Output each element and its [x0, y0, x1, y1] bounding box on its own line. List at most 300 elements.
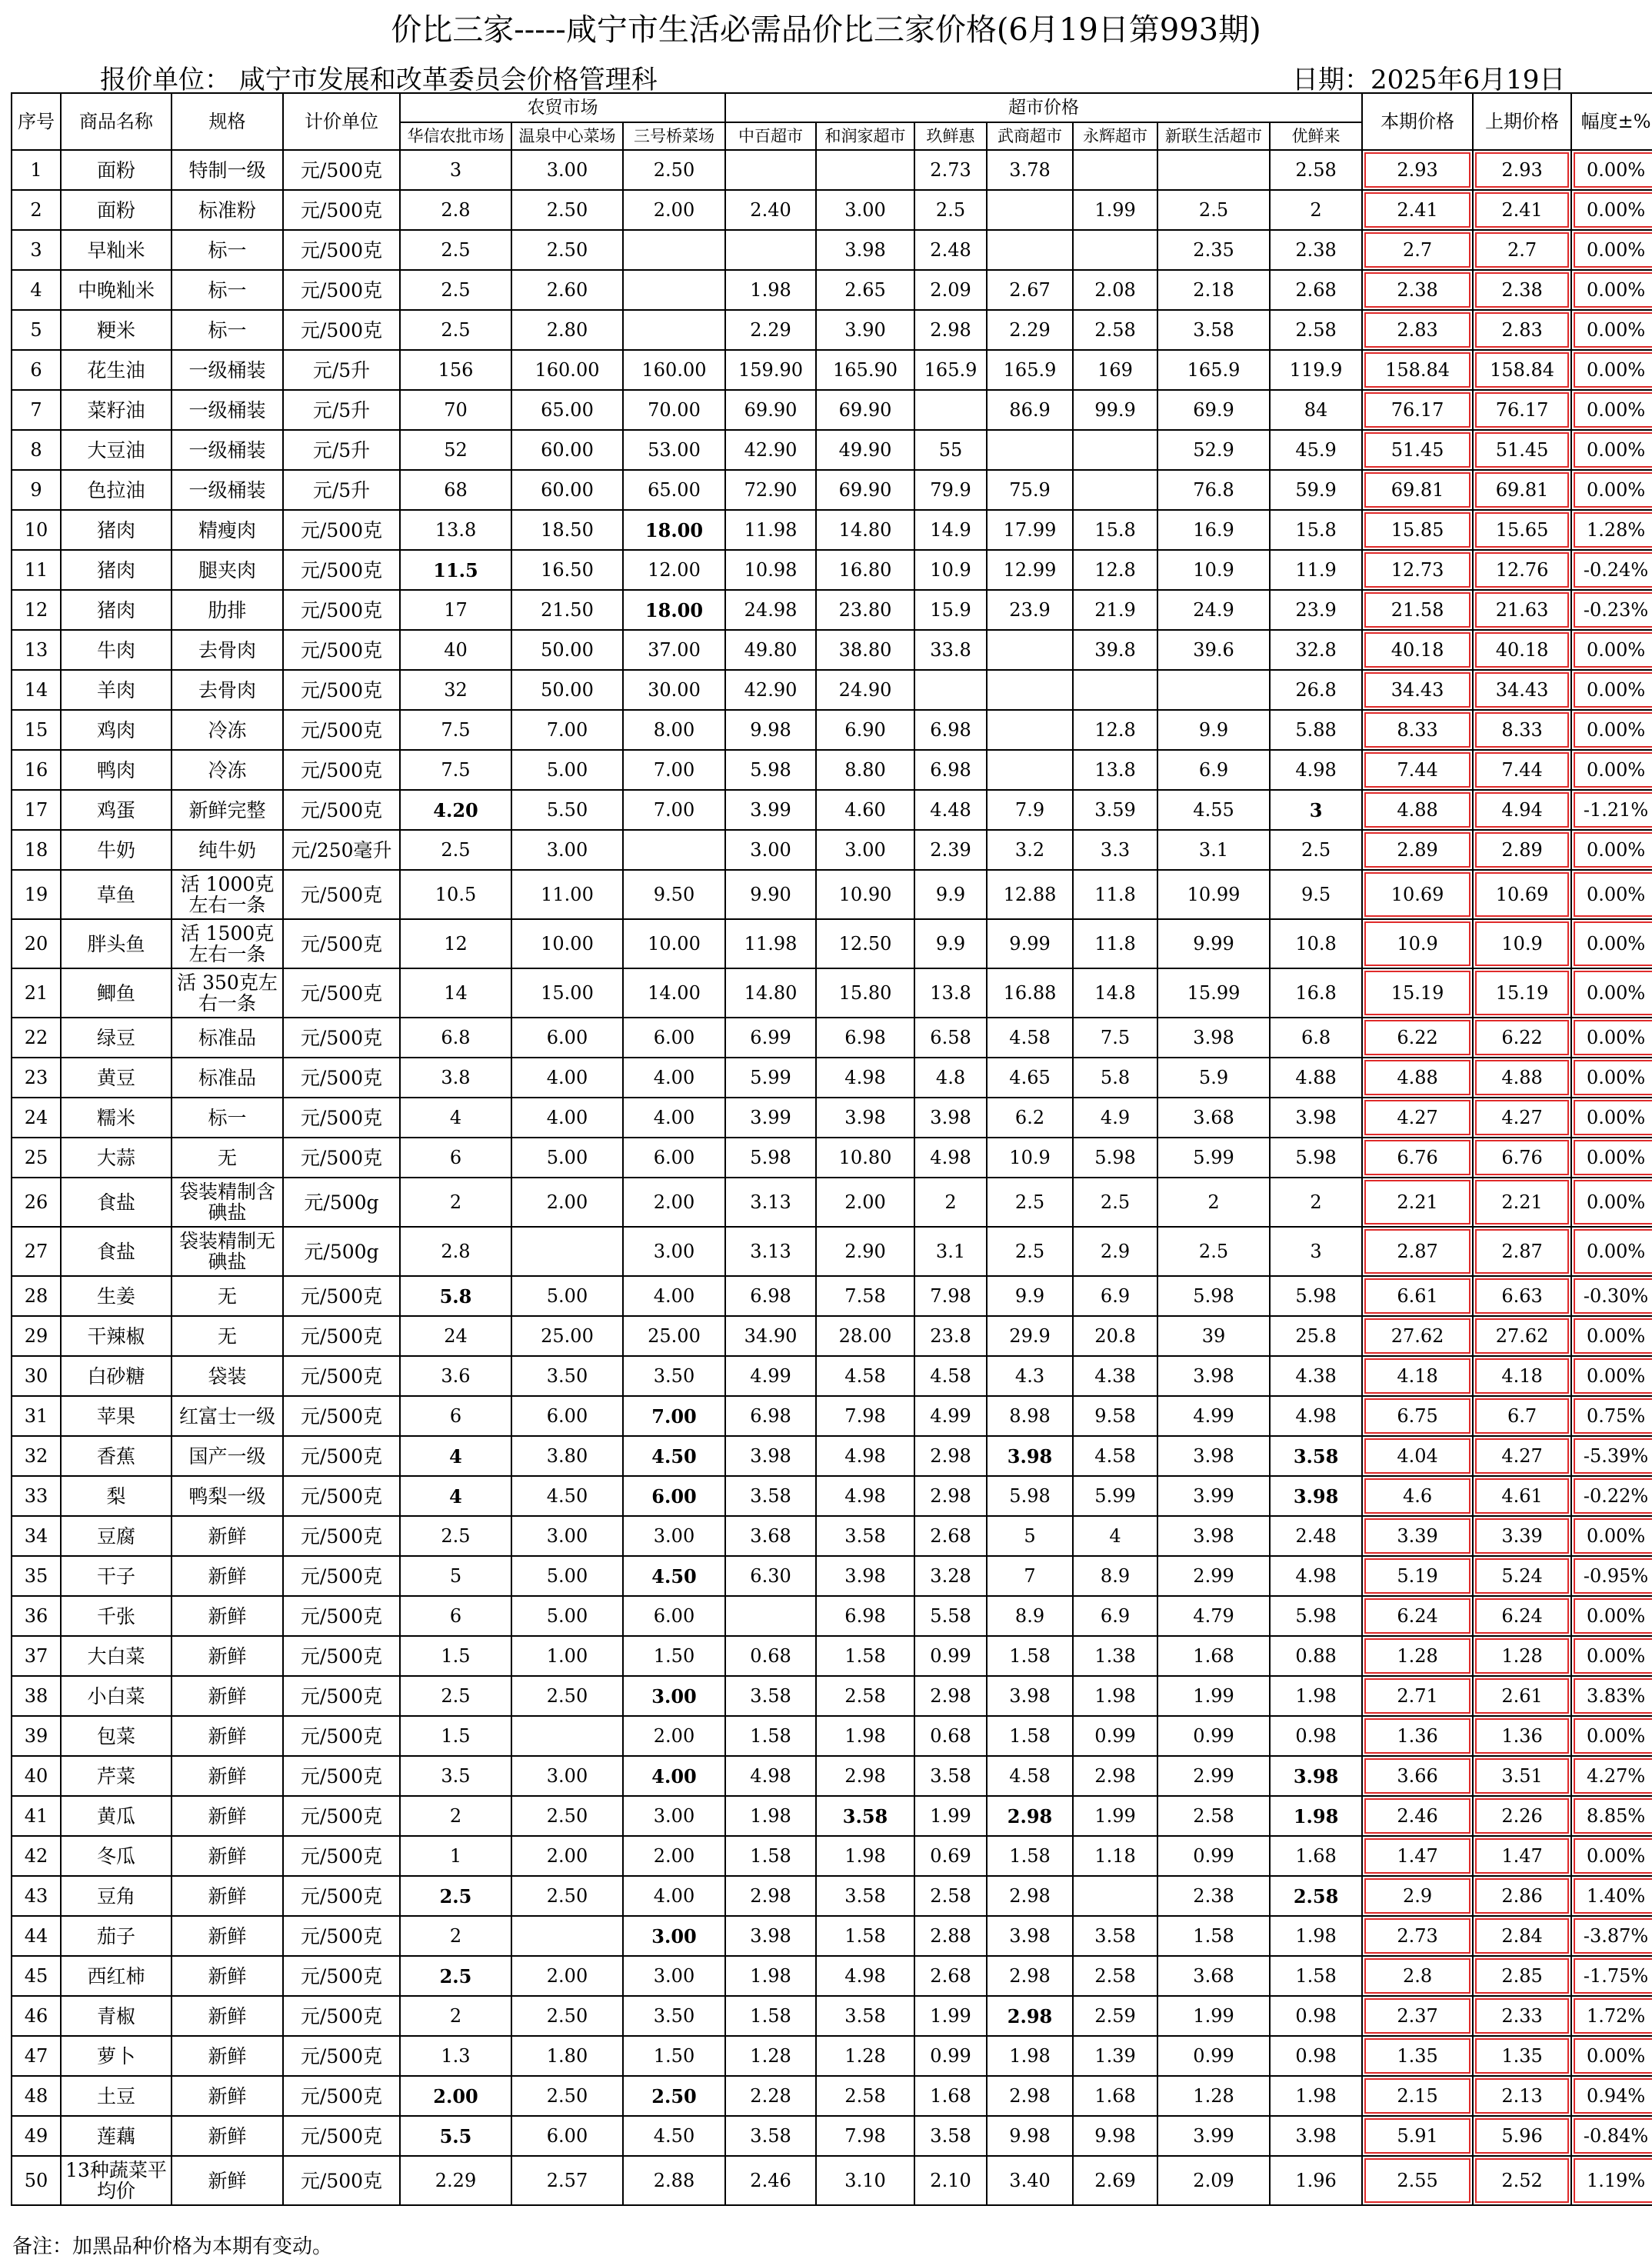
supermarket-price: 1.28 [725, 2036, 816, 2076]
supermarket-price: 7.5 [1073, 1018, 1157, 1058]
current-price: 4.18 [1362, 1356, 1473, 1396]
supermarket-price: 5.98 [1073, 1138, 1157, 1178]
market-price: 6 [400, 1396, 511, 1436]
product-name: 面粉 [61, 150, 172, 190]
previous-price: 2.89 [1473, 830, 1571, 870]
product-name: 包菜 [61, 1716, 172, 1756]
previous-price: 2.38 [1473, 270, 1571, 310]
product-name: 莲藕 [61, 2116, 172, 2156]
supermarket-price: 6.58 [914, 1018, 987, 1058]
market-price: 3.00 [511, 830, 623, 870]
row-number: 12 [12, 590, 61, 630]
supermarket-price: 4.58 [987, 1018, 1073, 1058]
price-unit: 元/500克 [283, 1596, 400, 1636]
table-row [12, 1876, 1652, 1916]
supermarket-price: 2.29 [987, 310, 1073, 350]
market-price: 5.00 [511, 1596, 623, 1636]
supermarket-price: 0.98 [1270, 1716, 1362, 1756]
market-price: 10.00 [623, 919, 725, 968]
supermarket-price: 13.8 [914, 968, 987, 1018]
supermarket-price: 2.58 [914, 1876, 987, 1916]
table-row [12, 870, 1652, 919]
product-name: 草鱼 [61, 870, 172, 919]
product-spec: 新鲜 [172, 1876, 283, 1916]
supermarket-price: 3.58 [1157, 310, 1270, 350]
product-spec: 新鲜 [172, 1716, 283, 1756]
row-number: 37 [12, 1636, 61, 1676]
supermarket-price [987, 710, 1073, 750]
supermarket-price: 2.5 [987, 1227, 1073, 1276]
market-price: 7.00 [511, 710, 623, 750]
supermarket-price: 5.98 [1270, 1276, 1362, 1316]
supermarket-price: 24.90 [816, 670, 914, 710]
price-change: 0.00% [1571, 350, 1652, 390]
supermarket-price: 5.99 [1073, 1476, 1157, 1516]
price-change: 0.00% [1571, 750, 1652, 790]
header-group-supermarket: 超市价格 [725, 93, 1362, 122]
supermarket-price: 4.55 [1157, 790, 1270, 830]
price-unit: 元/500克 [283, 310, 400, 350]
supermarket-price [987, 430, 1073, 470]
supermarket-price [1157, 670, 1270, 710]
supermarket-price: 1.99 [1073, 1796, 1157, 1836]
supermarket-price: 3.40 [987, 2156, 1073, 2205]
price-unit: 元/500克 [283, 1996, 400, 2036]
current-price: 2.71 [1362, 1676, 1473, 1716]
product-name: 鸡肉 [61, 710, 172, 750]
price-change: 0.00% [1571, 150, 1652, 190]
table-row [12, 1227, 1652, 1276]
previous-price: 4.88 [1473, 1058, 1571, 1098]
market-price: 2.5 [400, 270, 511, 310]
header-supermarket: 和润家超市 [816, 122, 914, 150]
supermarket-price: 3.98 [987, 1436, 1073, 1476]
price-change: 0.00% [1571, 1716, 1652, 1756]
table-row [12, 2116, 1652, 2156]
table-row [12, 1756, 1652, 1796]
product-name: 牛肉 [61, 630, 172, 670]
product-name: 13种蔬菜平均价 [61, 2156, 172, 2205]
product-name: 黄豆 [61, 1058, 172, 1098]
current-price: 15.19 [1362, 968, 1473, 1018]
market-price: 3.00 [511, 1756, 623, 1796]
supermarket-price: 3.99 [1157, 1476, 1270, 1516]
previous-price: 2.87 [1473, 1227, 1571, 1276]
row-number: 3 [12, 230, 61, 270]
supermarket-price: 2.58 [1157, 1796, 1270, 1836]
price-change: 0.00% [1571, 968, 1652, 1018]
price-change: -0.84% [1571, 2116, 1652, 2156]
table-row [12, 1276, 1652, 1316]
row-number: 48 [12, 2076, 61, 2116]
market-price: 6.00 [623, 1138, 725, 1178]
header-name: 商品名称 [61, 93, 172, 150]
table-row [12, 968, 1652, 1018]
supermarket-price: 9.9 [1157, 710, 1270, 750]
supermarket-price: 3.98 [816, 1098, 914, 1138]
previous-price: 2.41 [1473, 190, 1571, 230]
supermarket-price: 72.90 [725, 470, 816, 510]
price-change: 1.40% [1571, 1876, 1652, 1916]
previous-price: 2.93 [1473, 150, 1571, 190]
product-spec: 一级桶装 [172, 390, 283, 430]
supermarket-price: 3.98 [725, 1916, 816, 1956]
current-price: 6.75 [1362, 1396, 1473, 1436]
current-price: 6.22 [1362, 1018, 1473, 1058]
product-name: 豆角 [61, 1876, 172, 1916]
product-name: 小白菜 [61, 1676, 172, 1716]
supermarket-price: 3.68 [725, 1516, 816, 1556]
price-unit: 元/500克 [283, 1356, 400, 1396]
price-unit: 元/500克 [283, 968, 400, 1018]
row-number: 27 [12, 1227, 61, 1276]
price-unit: 元/500克 [283, 1836, 400, 1876]
row-number: 8 [12, 430, 61, 470]
current-price: 2.83 [1362, 310, 1473, 350]
row-number: 32 [12, 1436, 61, 1476]
supermarket-price: 1.58 [725, 1716, 816, 1756]
supermarket-price: 4.88 [1270, 1058, 1362, 1098]
product-spec: 肋排 [172, 590, 283, 630]
price-unit: 元/5升 [283, 390, 400, 430]
supermarket-price: 3 [1270, 1227, 1362, 1276]
supermarket-price: 14.8 [1073, 968, 1157, 1018]
supermarket-price: 4.99 [914, 1396, 987, 1436]
supermarket-price: 2.5 [1270, 830, 1362, 870]
current-price: 1.35 [1362, 2036, 1473, 2076]
supermarket-price: 2.98 [725, 1876, 816, 1916]
current-price: 4.04 [1362, 1436, 1473, 1476]
supermarket-price: 4.3 [987, 1356, 1073, 1396]
market-price: 4.00 [511, 1098, 623, 1138]
price-unit: 元/500克 [283, 630, 400, 670]
current-price: 51.45 [1362, 430, 1473, 470]
price-change: 1.28% [1571, 510, 1652, 550]
table-row [12, 230, 1652, 270]
header-supermarket: 武商超市 [987, 122, 1073, 150]
price-change: -0.24% [1571, 550, 1652, 590]
supermarket-price: 25.8 [1270, 1316, 1362, 1356]
table-row [12, 190, 1652, 230]
market-price: 3.5 [400, 1756, 511, 1796]
price-change: 0.00% [1571, 390, 1652, 430]
supermarket-price: 4.98 [816, 1436, 914, 1476]
supermarket-price: 1.99 [914, 1796, 987, 1836]
price-unit: 元/500克 [283, 2076, 400, 2116]
supermarket-price: 4.79 [1157, 1596, 1270, 1636]
supermarket-price: 10.9 [987, 1138, 1073, 1178]
table-row [12, 350, 1652, 390]
market-price: 3.6 [400, 1356, 511, 1396]
header-change: 幅度±% [1571, 93, 1652, 150]
market-price [623, 230, 725, 270]
market-price: 2 [400, 1796, 511, 1836]
price-change: 0.00% [1571, 870, 1652, 919]
market-price: 18.00 [623, 510, 725, 550]
product-name: 色拉油 [61, 470, 172, 510]
market-price: 1.50 [623, 2036, 725, 2076]
market-price: 3.50 [623, 1996, 725, 2036]
supermarket-price: 2.00 [816, 1178, 914, 1227]
price-change: 0.00% [1571, 1227, 1652, 1276]
supermarket-price: 1.28 [816, 2036, 914, 2076]
row-number: 42 [12, 1836, 61, 1876]
previous-price: 6.24 [1473, 1596, 1571, 1636]
market-price: 6.00 [511, 1396, 623, 1436]
market-price: 1.50 [623, 1636, 725, 1676]
market-price: 13.8 [400, 510, 511, 550]
market-price: 10.00 [511, 919, 623, 968]
market-price: 3.00 [623, 1916, 725, 1956]
market-price: 7.5 [400, 710, 511, 750]
current-price: 4.27 [1362, 1098, 1473, 1138]
row-number: 46 [12, 1996, 61, 2036]
supermarket-price [1073, 1876, 1157, 1916]
supermarket-price: 4 [1073, 1516, 1157, 1556]
supermarket-price [914, 670, 987, 710]
market-price: 37.00 [623, 630, 725, 670]
supermarket-price: 1.68 [914, 2076, 987, 2116]
price-change: 0.00% [1571, 919, 1652, 968]
market-price: 7.00 [623, 1396, 725, 1436]
supermarket-price: 3.98 [816, 1556, 914, 1596]
row-number: 30 [12, 1356, 61, 1396]
market-price: 53.00 [623, 430, 725, 470]
supermarket-price: 5.9 [1157, 1058, 1270, 1098]
row-number: 39 [12, 1716, 61, 1756]
supermarket-price: 23.9 [987, 590, 1073, 630]
supermarket-price: 8.98 [987, 1396, 1073, 1436]
supermarket-price: 45.9 [1270, 430, 1362, 470]
table-row [12, 1396, 1652, 1436]
price-change: -0.23% [1571, 590, 1652, 630]
market-price: 5.50 [511, 790, 623, 830]
supermarket-price: 4.8 [914, 1058, 987, 1098]
price-change: 1.19% [1571, 2156, 1652, 2205]
supermarket-price: 3.58 [1270, 1436, 1362, 1476]
product-spec: 腿夹肉 [172, 550, 283, 590]
price-unit: 元/500克 [283, 1676, 400, 1716]
current-price: 4.88 [1362, 790, 1473, 830]
table-row [12, 1556, 1652, 1596]
market-price: 65.00 [623, 470, 725, 510]
product-name: 大白菜 [61, 1636, 172, 1676]
subtitle-bar [0, 54, 1652, 95]
product-name: 芹菜 [61, 1756, 172, 1796]
supermarket-price: 6.2 [987, 1098, 1073, 1138]
supermarket-price: 2.5 [1157, 190, 1270, 230]
supermarket-price [725, 230, 816, 270]
supermarket-price: 0.99 [914, 2036, 987, 2076]
supermarket-price: 7.98 [816, 1396, 914, 1436]
supermarket-price: 21.9 [1073, 590, 1157, 630]
market-price: 1.5 [400, 1636, 511, 1676]
market-price: 2.5 [400, 1876, 511, 1916]
market-price: 2.50 [511, 1996, 623, 2036]
supermarket-price: 23.9 [1270, 590, 1362, 630]
previous-price: 2.84 [1473, 1916, 1571, 1956]
market-price: 2.50 [623, 2076, 725, 2116]
supermarket-price: 3.1 [1157, 830, 1270, 870]
product-name: 冬瓜 [61, 1836, 172, 1876]
supermarket-price: 3.13 [725, 1227, 816, 1276]
supermarket-price: 69.90 [725, 390, 816, 430]
supermarket-price: 6.9 [1073, 1276, 1157, 1316]
market-price: 50.00 [511, 630, 623, 670]
supermarket-price: 8.9 [1073, 1556, 1157, 1596]
previous-price: 6.22 [1473, 1018, 1571, 1058]
supermarket-price: 3.00 [725, 830, 816, 870]
supermarket-price: 2.29 [725, 310, 816, 350]
supermarket-price: 3.58 [816, 1876, 914, 1916]
row-number: 34 [12, 1516, 61, 1556]
supermarket-price: 2.38 [1270, 230, 1362, 270]
current-price: 2.93 [1362, 150, 1473, 190]
supermarket-price: 5.98 [1157, 1276, 1270, 1316]
market-price: 2.00 [623, 1178, 725, 1227]
price-unit: 元/500克 [283, 1436, 400, 1476]
market-price: 14.00 [623, 968, 725, 1018]
market-price: 4.00 [623, 1756, 725, 1796]
product-name: 糯米 [61, 1098, 172, 1138]
header-seq: 序号 [12, 93, 61, 150]
table-row [12, 1676, 1652, 1716]
market-price: 4.00 [511, 1058, 623, 1098]
price-change: -3.87% [1571, 1916, 1652, 1956]
market-price: 2.50 [511, 190, 623, 230]
market-price: 5.00 [511, 750, 623, 790]
product-name: 萝卜 [61, 2036, 172, 2076]
supermarket-price: 11.9 [1270, 550, 1362, 590]
supermarket-price: 4.58 [816, 1356, 914, 1396]
supermarket-price: 4.98 [914, 1138, 987, 1178]
supermarket-price: 2.98 [816, 1756, 914, 1796]
current-price: 2.8 [1362, 1956, 1473, 1996]
product-name: 千张 [61, 1596, 172, 1636]
supermarket-price: 12.88 [987, 870, 1073, 919]
previous-price: 2.13 [1473, 2076, 1571, 2116]
header-market: 华信农批市场 [400, 122, 511, 150]
previous-price: 2.85 [1473, 1956, 1571, 1996]
supermarket-price: 1.18 [1073, 1836, 1157, 1876]
row-number: 19 [12, 870, 61, 919]
market-price: 160.00 [511, 350, 623, 390]
table-row [12, 390, 1652, 430]
product-name: 黄瓜 [61, 1796, 172, 1836]
supermarket-price: 39 [1157, 1316, 1270, 1356]
market-price: 70.00 [623, 390, 725, 430]
table-row [12, 1596, 1652, 1636]
current-price: 4.88 [1362, 1058, 1473, 1098]
market-price: 4.50 [511, 1476, 623, 1516]
supermarket-price: 2.98 [914, 1676, 987, 1716]
previous-price: 2.86 [1473, 1876, 1571, 1916]
supermarket-price: 2.35 [1157, 230, 1270, 270]
supermarket-price: 11.98 [725, 919, 816, 968]
market-price: 15.00 [511, 968, 623, 1018]
supermarket-price: 3.99 [725, 790, 816, 830]
footnote: 备注：加黑品种价格为本期有变动。 [12, 2235, 333, 2258]
price-unit: 元/500克 [283, 1716, 400, 1756]
row-number: 45 [12, 1956, 61, 1996]
price-unit: 元/250毫升 [283, 830, 400, 870]
header-supermarket: 优鲜来 [1270, 122, 1362, 150]
market-price: 68 [400, 470, 511, 510]
market-price: 3.00 [511, 150, 623, 190]
market-price: 4.50 [623, 1436, 725, 1476]
price-change: -1.75% [1571, 1956, 1652, 1996]
supermarket-price: 119.9 [1270, 350, 1362, 390]
market-price: 3.80 [511, 1436, 623, 1476]
supermarket-price: 3.98 [987, 1676, 1073, 1716]
market-price: 2.5 [400, 1676, 511, 1716]
market-price: 2.57 [511, 2156, 623, 2205]
supermarket-price: 3.98 [816, 230, 914, 270]
price-unit: 元/500g [283, 1178, 400, 1227]
supermarket-price: 2.98 [987, 2076, 1073, 2116]
market-price: 21.50 [511, 590, 623, 630]
price-unit: 元/500克 [283, 190, 400, 230]
supermarket-price: 7.98 [914, 1276, 987, 1316]
market-price: 2.00 [400, 2076, 511, 2116]
table-row [12, 470, 1652, 510]
row-number: 14 [12, 670, 61, 710]
row-number: 21 [12, 968, 61, 1018]
market-price: 70 [400, 390, 511, 430]
reporter-label: 报价单位： 咸宁市发展和改革委员会价格管理科 [100, 65, 658, 95]
market-price: 4 [400, 1098, 511, 1138]
supermarket-price: 1.98 [725, 1796, 816, 1836]
market-price: 4.20 [400, 790, 511, 830]
row-number: 38 [12, 1676, 61, 1716]
previous-price: 7.44 [1473, 750, 1571, 790]
supermarket-price: 10.9 [1157, 550, 1270, 590]
price-change: 0.00% [1571, 1018, 1652, 1058]
supermarket-price: 6.99 [725, 1018, 816, 1058]
current-price: 2.41 [1362, 190, 1473, 230]
supermarket-price: 0.99 [1073, 1716, 1157, 1756]
supermarket-price: 16.8 [1270, 968, 1362, 1018]
price-change: -5.39% [1571, 1436, 1652, 1476]
supermarket-price: 26.8 [1270, 670, 1362, 710]
market-price: 3.50 [511, 1356, 623, 1396]
supermarket-price: 2.48 [914, 230, 987, 270]
previous-price: 15.19 [1473, 968, 1571, 1018]
supermarket-price: 8.9 [987, 1596, 1073, 1636]
product-spec: 新鲜 [172, 1596, 283, 1636]
supermarket-price: 1.98 [987, 2036, 1073, 2076]
supermarket-price: 3.98 [1157, 1516, 1270, 1556]
price-change: 0.00% [1571, 630, 1652, 670]
product-name: 干子 [61, 1556, 172, 1596]
product-spec: 新鲜 [172, 1516, 283, 1556]
supermarket-price: 15.80 [816, 968, 914, 1018]
market-price: 2.00 [623, 190, 725, 230]
product-spec: 新鲜 [172, 1996, 283, 2036]
market-price: 2.88 [623, 2156, 725, 2205]
price-change: 0.00% [1571, 1316, 1652, 1356]
current-price: 158.84 [1362, 350, 1473, 390]
supermarket-price: 165.90 [816, 350, 914, 390]
market-price: 7.00 [623, 790, 725, 830]
supermarket-price: 2.90 [816, 1227, 914, 1276]
market-price: 12 [400, 919, 511, 968]
table-row [12, 590, 1652, 630]
supermarket-price: 1.98 [816, 1836, 914, 1876]
supermarket-price: 6.9 [1073, 1596, 1157, 1636]
price-unit: 元/500克 [283, 790, 400, 830]
supermarket-price: 3 [1270, 790, 1362, 830]
